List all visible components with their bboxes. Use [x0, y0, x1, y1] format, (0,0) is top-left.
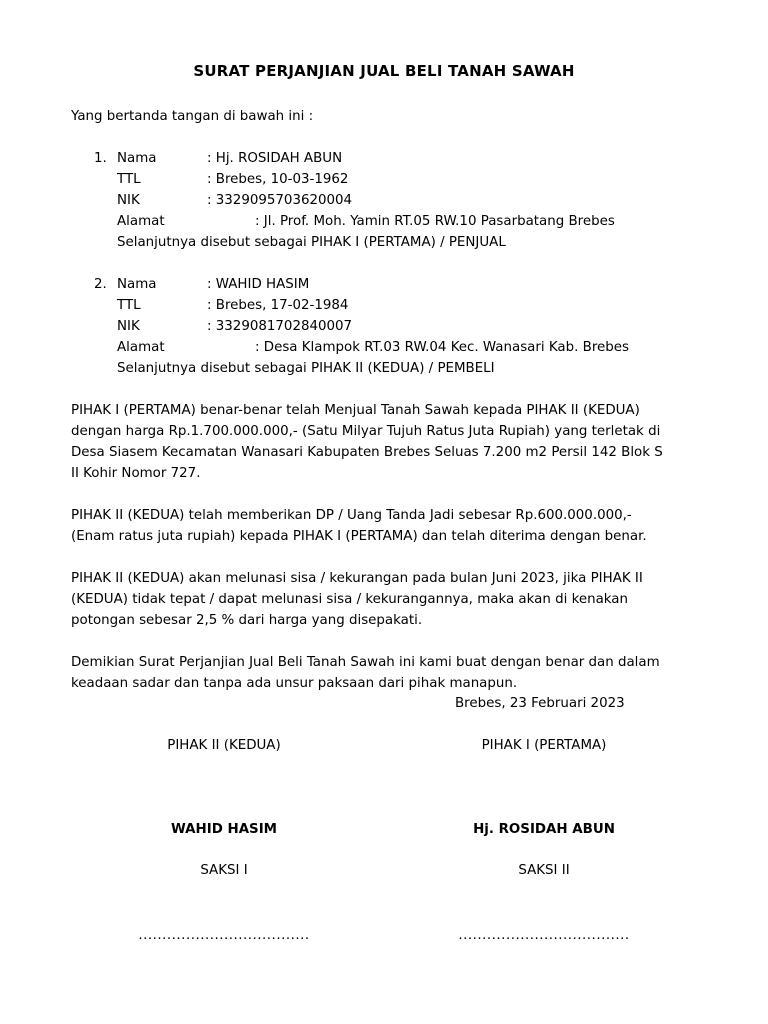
signature-right-role: PIHAK I (PERTAMA)	[481, 738, 607, 753]
down-payment-paragraph	[71, 505, 701, 547]
witness-right-label: SAKSI II	[518, 863, 570, 878]
party-2-ttl-label: TTL	[117, 298, 141, 313]
witness-left-signature-line: ....................................	[138, 928, 310, 943]
party-2-name-value: : WAHID HASIM	[207, 277, 310, 292]
party-1-nik-label: NIK	[117, 193, 140, 208]
party-1-name-label: Nama	[117, 151, 157, 166]
party-2-name-label: Nama	[117, 277, 157, 292]
party-2-number: 2.	[94, 277, 107, 292]
sale-paragraph	[71, 400, 701, 484]
party-2-nik-value: : 3329081702840007	[207, 319, 353, 334]
sale-paragraph-line: Desa Siasem Kecamatan Wanasari Kabupaten Brebes Seluas 7.200 m2 Persil 142 Blok S	[71, 445, 663, 460]
down-payment-line: (Enam ratus juta rupiah) kepada PIHAK I (PERTAMA) dan telah diterima dengan benar.	[71, 529, 647, 544]
sale-paragraph-line: PIHAK I (PERTAMA) benar-benar telah Menjual Tanah Sawah kepada PIHAK II (KEDUA)	[71, 403, 640, 418]
closing-line: keadaan sadar dan tanpa ada unsur paksaan dari pihak manapun.	[71, 676, 518, 691]
settlement-paragraph	[71, 568, 701, 631]
party-2-nik-label: NIK	[117, 319, 140, 334]
closing-paragraph	[71, 652, 701, 694]
settlement-line: potongan sebesar 2,5 % dari harga yang disepakati.	[71, 613, 423, 628]
document-title: SURAT PERJANJIAN JUAL BELI TANAH SAWAH	[193, 62, 575, 80]
party-2-ttl-value: : Brebes, 17-02-1984	[207, 298, 349, 313]
witness-left-label: SAKSI I	[200, 863, 248, 878]
party-1-nik-value: : 3329095703620004	[207, 193, 353, 208]
party-1-ttl-value: : Brebes, 10-03-1962	[207, 172, 349, 187]
settlement-line: (KEDUA) tidak tepat / dapat melunasi sisa / kekurangannya, maka akan di kenakan	[71, 592, 628, 607]
party-1-address-value: : Jl. Prof. Moh. Yamin RT.05 RW.10 Pasarbatang Brebes	[255, 214, 615, 229]
witness-right-signature-line: ....................................	[458, 928, 630, 943]
intro-text: Yang bertanda tangan di bawah ini :	[71, 109, 314, 124]
party-2-address-value: : Desa Klampok RT.03 RW.04 Kec. Wanasari Kab. Brebes	[255, 340, 629, 355]
party-1-address-label: Alamat	[117, 214, 165, 229]
settlement-line: PIHAK II (KEDUA) akan melunasi sisa / kekurangan pada bulan Juni 2023, jika PIHAK II	[71, 571, 643, 586]
party-2-address-label: Alamat	[117, 340, 165, 355]
sale-paragraph-line: dengan harga Rp.1.700.000.000,- (Satu Milyar Tujuh Ratus Juta Rupiah) yang terletak di	[71, 424, 661, 439]
party-1-designation: Selanjutnya disebut sebagai PIHAK I (PERTAMA) / PENJUAL	[117, 235, 506, 250]
place-date: Brebes, 23 Februari 2023	[455, 696, 625, 711]
party-1-number: 1.	[94, 151, 107, 166]
signature-right-name: Hj. ROSIDAH ABUN	[473, 822, 615, 837]
party-2-designation: Selanjutnya disebut sebagai PIHAK II (KEDUA) / PEMBELI	[117, 361, 495, 376]
party-1-ttl-label: TTL	[117, 172, 141, 187]
signature-left-name: WAHID HASIM	[170, 822, 278, 837]
closing-line: Demikian Surat Perjanjian Jual Beli Tanah Sawah ini kami buat dengan benar dan dalam	[71, 655, 660, 670]
party-1-name-value: : Hj. ROSIDAH ABUN	[207, 151, 343, 166]
sale-paragraph-line: II Kohir Nomor 727.	[71, 466, 201, 481]
down-payment-line: PIHAK II (KEDUA) telah memberikan DP / Uang Tanda Jadi sebesar Rp.600.000.000,-	[71, 508, 632, 523]
signature-left-role: PIHAK II (KEDUA)	[167, 738, 281, 753]
